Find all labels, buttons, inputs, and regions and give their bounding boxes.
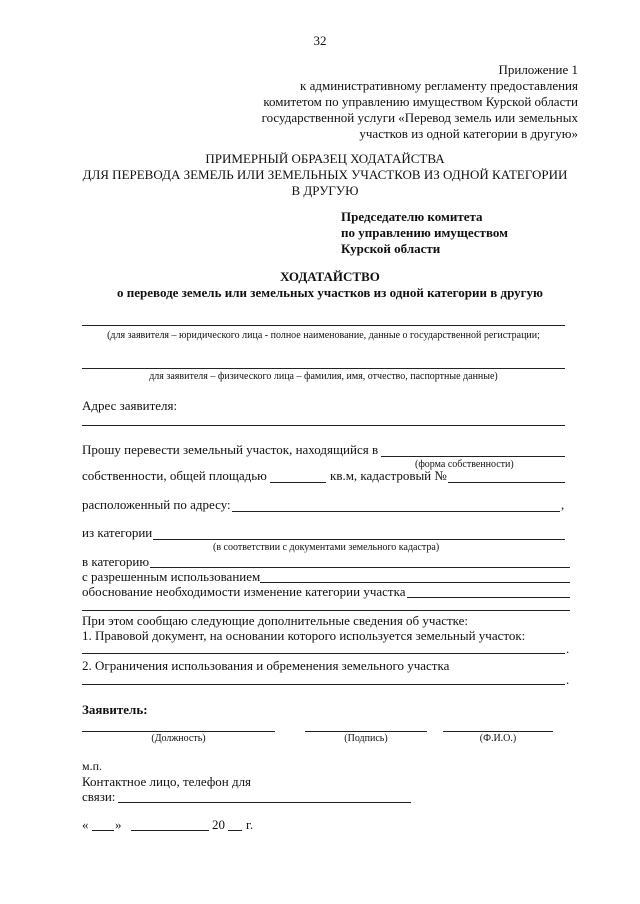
- date-open-quote: «: [82, 817, 89, 832]
- appendix-line: комитетом по управлению имуществом Курской области: [263, 94, 578, 109]
- date-month-line[interactable]: [131, 830, 209, 831]
- sample-title-line: ДЛЯ ПЕРЕВОДА ЗЕМЕЛЬ ИЛИ ЗЕМЕЛЬНЫХ УЧАСТКОВ ИЗ ОДНОЙ КАТЕГОРИИ: [82, 167, 568, 182]
- located-label: расположенный по адресу:: [82, 497, 231, 512]
- petition-subtitle: о переводе земель или земельных участков из одной категории в другую: [117, 285, 543, 300]
- appendix-line: Приложение 1: [498, 62, 578, 77]
- appendix-line: участков из одной категории в другую»: [359, 126, 578, 141]
- addressee-line: Председателю комитета: [341, 209, 483, 224]
- addressee-line: Курской области: [341, 241, 441, 256]
- from-category-label: из категории: [82, 525, 153, 540]
- name-caption: (Ф.И.О.): [479, 733, 517, 744]
- extra-info-item-1: 1. Правовой документ, на основании которого используется земельный участок:: [82, 628, 526, 643]
- justification-line-2[interactable]: [82, 610, 570, 611]
- appendix-line: государственной услуги «Перевод земель или земельных: [261, 110, 578, 125]
- appendix-line: к административному регламенту предоставления: [300, 78, 578, 93]
- date-year: 20: [212, 817, 225, 832]
- ownership-text: собственности, общей площадью: [82, 468, 267, 483]
- individual-caption: для заявителя – физического лица – фамилия, имя, отчество, паспортные данные): [149, 371, 498, 382]
- contact-line-1: Контактное лицо, телефон для: [82, 774, 252, 789]
- date-year-line[interactable]: [228, 830, 242, 831]
- permitted-use-line[interactable]: [260, 582, 570, 583]
- cadastral-number-line[interactable]: [448, 482, 565, 483]
- applicant-individual-line[interactable]: [82, 368, 565, 369]
- petition-title: ХОДАТАЙСТВО: [280, 269, 380, 284]
- justification-line[interactable]: [407, 597, 570, 598]
- ownership-form-line[interactable]: [381, 456, 565, 457]
- contact-phone-line[interactable]: [118, 802, 411, 803]
- permitted-use-label: с разрешенным использованием: [82, 569, 261, 584]
- sample-title: [60, 151, 590, 199]
- extra-info-intro: При этом сообщаю следующие дополнительные сведения об участке:: [82, 613, 469, 628]
- area-unit: кв.м, кадастровый №: [330, 468, 447, 483]
- date-close-quote: »: [115, 817, 122, 832]
- date-suffix: г.: [246, 817, 254, 832]
- plot-address-line[interactable]: [232, 511, 560, 512]
- end-dot: .: [566, 672, 570, 687]
- encumbrance-line[interactable]: [82, 684, 565, 685]
- signature-line[interactable]: [305, 731, 427, 732]
- full-name-line[interactable]: [443, 731, 553, 732]
- addressee-block: [341, 209, 508, 257]
- position-caption: (Должность): [151, 733, 206, 744]
- appendix-block: [218, 62, 578, 142]
- located-comma: ,: [561, 497, 565, 512]
- extra-info-item-2: 2. Ограничения использования и обременения земельного участка: [82, 658, 450, 673]
- applicant-address-line[interactable]: [82, 425, 565, 426]
- legal-entity-caption: (для заявителя – юридического лица - полное наименование, данные о государственной регистрации;: [107, 330, 540, 341]
- sample-title-line: ПРИМЕРНЫЙ ОБРАЗЕЦ ХОДАТАЙСТВА: [205, 151, 445, 166]
- request-prefix: Прошу перевести земельный участок, находящийся в: [82, 442, 379, 457]
- area-line[interactable]: [270, 482, 326, 483]
- sample-title-line: В ДРУГУЮ: [291, 183, 359, 198]
- cadastre-caption: (в соответствии с документами земельного кадастра): [213, 542, 440, 553]
- from-category-line[interactable]: [153, 539, 565, 540]
- contact-line-2: связи:: [82, 789, 116, 804]
- justification-label: обоснование необходимости изменение категории участка: [82, 584, 406, 599]
- applicant-name-line[interactable]: [82, 325, 565, 326]
- position-line[interactable]: [82, 731, 275, 732]
- signature-caption: (Подпись): [344, 733, 388, 744]
- to-category-label: в категорию: [82, 554, 150, 569]
- date-day-line[interactable]: [92, 830, 114, 831]
- legal-document-line[interactable]: [82, 653, 565, 654]
- applicant-label: Заявитель:: [82, 702, 148, 717]
- seal-mark: м.п.: [82, 759, 103, 773]
- addressee-line: по управлению имуществом: [341, 225, 508, 240]
- end-dot: .: [566, 641, 570, 656]
- to-category-line[interactable]: [150, 567, 570, 568]
- applicant-address-label: Адрес заявителя:: [82, 398, 178, 413]
- page-number: 32: [313, 33, 327, 48]
- ownership-caption: (форма собственности): [415, 459, 514, 470]
